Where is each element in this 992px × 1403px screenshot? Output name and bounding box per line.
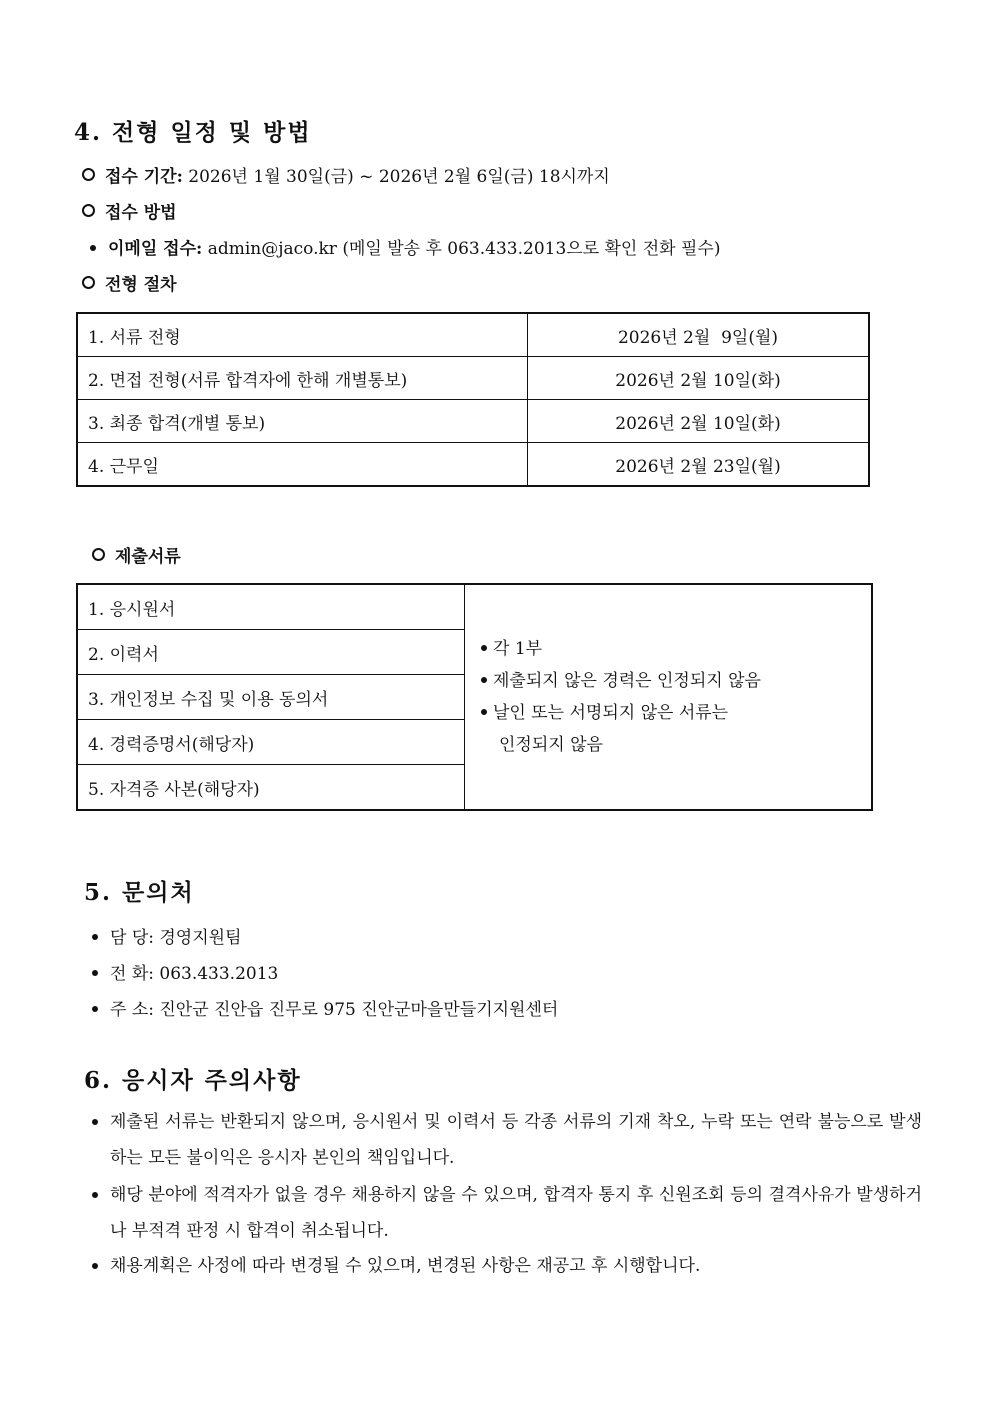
bullet-icon xyxy=(481,645,487,651)
application-period xyxy=(82,162,610,187)
note-text: 각 1부 xyxy=(493,639,543,659)
contact-item xyxy=(92,923,242,948)
schedule-date: 2026년 2월 9일(월) xyxy=(528,313,870,357)
email-label: 이메일 접수: xyxy=(108,239,203,259)
bullet-icon xyxy=(481,677,487,683)
email-application xyxy=(90,234,720,259)
schedule-table xyxy=(76,312,870,487)
bullet-icon xyxy=(92,1192,98,1198)
process-label: 전형 절차 xyxy=(105,275,177,295)
section-4-title: 4. 전형 일정 및 방법 xyxy=(74,119,312,146)
table-row xyxy=(77,584,872,630)
section-5-title: 5. 문의처 xyxy=(84,879,195,906)
circle-bullet-icon xyxy=(82,168,95,181)
schedule-step: 1. 서류 전형 xyxy=(77,313,528,357)
notice-item xyxy=(92,1177,922,1249)
note-item xyxy=(481,665,861,697)
contact-item xyxy=(92,959,278,984)
note-item xyxy=(481,697,861,729)
bullet-icon xyxy=(92,1119,98,1125)
document-notes xyxy=(465,584,873,810)
schedule-date: 2026년 2월 23일(월) xyxy=(528,443,870,487)
note-item xyxy=(481,633,861,665)
document-item: 1. 응시원서 xyxy=(77,584,465,630)
email-value: admin@jaco.kr (메일 발송 후 063.433.2013으로 확인 전화 필수) xyxy=(207,239,721,259)
notice-text: 제출된 서류는 반환되지 않으며, 응시원서 및 이력서 등 각종 서류의 기재 착오, 누락 또는 연락 불능으로 발생하는 모든 불이익은 응시자 본인의 책임입니다. xyxy=(110,1112,922,1168)
notice-text: 해당 분야에 적격자가 없을 경우 채용하지 않을 수 있으며, 합격자 통지 후 신원조회 등의 결격사유가 발생하거나 부적격 판정 시 합격이 취소됩니다. xyxy=(110,1185,922,1241)
document-item: 2. 이력서 xyxy=(77,630,465,675)
table-row xyxy=(77,443,869,487)
schedule-date: 2026년 2월 10일(화) xyxy=(528,357,870,400)
document-item: 3. 개인정보 수집 및 이용 동의서 xyxy=(77,675,465,720)
period-label: 접수 기간: xyxy=(105,167,183,187)
contact-text: 담 당: 경영지원팀 xyxy=(110,928,242,948)
schedule-date: 2026년 2월 10일(화) xyxy=(528,400,870,443)
documents-heading xyxy=(92,542,181,567)
notice-text: 채용계획은 사정에 따라 변경될 수 있으며, 변경된 사항은 재공고 후 시행합니다. xyxy=(110,1256,701,1276)
note-continuation: 인정되지 않음 xyxy=(499,735,603,755)
bullet-icon xyxy=(92,1263,98,1269)
document-item: 4. 경력증명서(해당자) xyxy=(77,720,465,765)
circle-bullet-icon xyxy=(92,548,105,561)
bullet-icon xyxy=(90,245,96,251)
contact-text: 전 화: 063.433.2013 xyxy=(110,964,279,984)
schedule-step: 2. 면접 전형(서류 합격자에 한해 개별통보) xyxy=(77,357,528,400)
bullet-icon xyxy=(92,970,98,976)
table-row xyxy=(77,357,869,400)
contact-item xyxy=(92,995,558,1020)
documents-label: 제출서류 xyxy=(115,547,181,567)
notice-item xyxy=(92,1104,922,1176)
table-row xyxy=(77,313,869,357)
note-text: 제출되지 않은 경력은 인정되지 않음 xyxy=(493,671,761,691)
section-6-title: 6. 응시자 주의사항 xyxy=(84,1067,302,1094)
schedule-step: 4. 근무일 xyxy=(77,443,528,487)
notice-item xyxy=(92,1248,922,1284)
document-item: 5. 자격증 사본(해당자) xyxy=(77,765,465,811)
application-method xyxy=(82,198,177,223)
circle-bullet-icon xyxy=(82,204,95,217)
schedule-step: 3. 최종 합격(개별 통보) xyxy=(77,400,528,443)
period-value: 2026년 1월 30일(금) ~ 2026년 2월 6일(금) 18시까지 xyxy=(188,167,610,187)
bullet-icon xyxy=(92,1006,98,1012)
note-text: 날인 또는 서명되지 않은 서류는 xyxy=(493,703,729,723)
contact-text: 주 소: 진안군 진안읍 진무로 975 진안군마을만들기지원센터 xyxy=(110,1000,559,1020)
bullet-icon xyxy=(481,709,487,715)
documents-table xyxy=(76,583,873,811)
process-heading xyxy=(82,270,177,295)
table-row xyxy=(77,400,869,443)
circle-bullet-icon xyxy=(82,276,95,289)
bullet-icon xyxy=(92,934,98,940)
method-label: 접수 방법 xyxy=(105,203,177,223)
